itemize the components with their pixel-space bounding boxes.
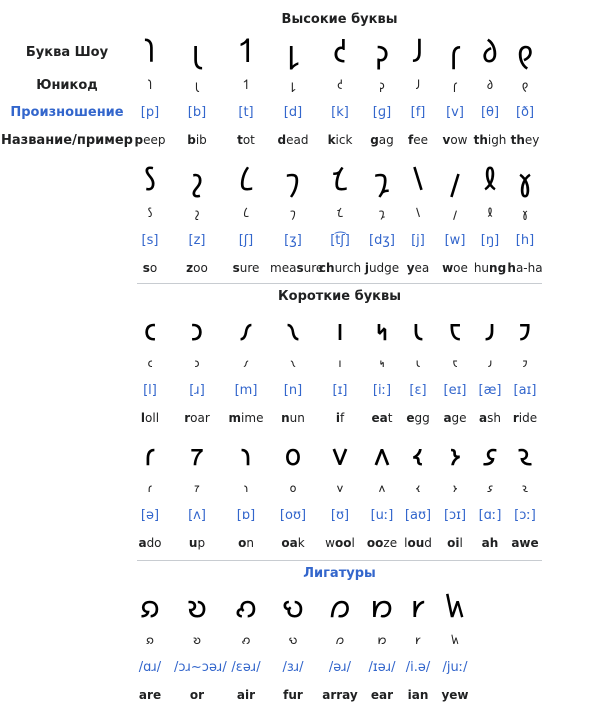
example-prefix: l	[404, 536, 408, 550]
example-highlight: air	[236, 688, 256, 702]
ipa-transcription: [w]	[444, 233, 466, 248]
example-word	[127, 688, 173, 703]
shavian-letter: 𐑪	[240, 438, 252, 473]
shavian-letter: 𐑵	[374, 438, 390, 473]
example-suffix: urch	[334, 261, 362, 275]
shavian-letter: 𐑘	[412, 163, 424, 198]
ipa-transcription: [ɛ]	[409, 383, 427, 398]
shavian-letter: 𐑺	[235, 590, 257, 625]
shavian-letter: 𐑓	[412, 35, 424, 70]
example-prefix: w	[325, 536, 335, 550]
unicode-char: 𐑯	[290, 356, 296, 370]
example-highlight: oi	[447, 536, 460, 550]
example-suffix: ey	[524, 133, 540, 147]
ipa-transcription: [l]	[143, 383, 157, 398]
shavian-letter: 𐑿	[446, 590, 464, 625]
unicode-char: 𐑣	[522, 206, 528, 220]
example-suffix: ea	[414, 261, 430, 275]
shavian-letter: 𐑱	[448, 313, 462, 348]
example-highlight: v	[442, 133, 451, 147]
ipa-transcription: [oʊ]	[279, 508, 307, 523]
shavian-letter: 𐑕	[144, 163, 156, 198]
unicode-char: 𐑶	[452, 481, 458, 495]
ipa-transcription: [b]	[187, 105, 207, 120]
example-highlight: ian	[407, 688, 429, 702]
ipa-transcription: [h]	[515, 233, 535, 248]
shavian-letter: 𐑑	[240, 35, 252, 70]
example-suffix: p	[197, 536, 206, 550]
example-highlight: n	[281, 411, 290, 425]
example-suffix: d	[424, 536, 432, 550]
unicode-char: 𐑹	[192, 633, 202, 647]
section-heading-ligatures[interactable]: Лигатуры	[303, 566, 376, 581]
ipa-transcription: [ɒ]	[236, 508, 256, 523]
example-highlight: d	[277, 133, 287, 147]
unicode-char: 𐑠	[290, 206, 296, 220]
example-highlight: ch	[318, 261, 335, 275]
shavian-letter: 𐑗	[332, 163, 348, 198]
shavian-letter: 𐑖	[239, 163, 253, 198]
example-suffix: t	[387, 411, 393, 425]
example-suffix: ib	[195, 133, 207, 147]
shavian-letter: 𐑧	[412, 313, 424, 348]
example-word	[317, 411, 363, 426]
unicode-char: 𐑵	[378, 481, 386, 495]
example-highlight: ou	[407, 536, 425, 550]
ipa-transcription: [ɑː]	[478, 508, 502, 523]
example-suffix: l	[351, 536, 355, 550]
ipa-transcription: /juː/	[442, 660, 468, 675]
ipa-transcription: [z]	[188, 233, 206, 248]
ipa-transcription: /ɛəɹ/	[231, 660, 261, 675]
shavian-letter: 𐑰	[375, 313, 389, 348]
ipa-transcription: [ð]	[515, 105, 535, 120]
example-word	[432, 688, 478, 703]
example-highlight: or	[189, 688, 205, 702]
example-suffix: ow	[450, 133, 468, 147]
unicode-char: 𐑛	[290, 78, 296, 92]
ipa-transcription: [ʃ]	[238, 233, 254, 248]
ipa-transcription: [j]	[411, 233, 425, 248]
example-word	[174, 688, 220, 703]
unicode-char: 𐑭	[486, 481, 494, 495]
unicode-char: 𐑴	[289, 481, 297, 495]
example-suffix: ide	[518, 411, 538, 425]
example-highlight: fur	[283, 688, 303, 702]
row-label-unicode: Юникод	[36, 78, 98, 93]
shavian-letter: 𐑷	[517, 438, 533, 473]
example-word	[317, 133, 363, 148]
example-word	[502, 536, 548, 551]
unicode-char: 𐑖	[243, 206, 249, 220]
example-highlight: a	[443, 411, 452, 425]
shavian-letter: 𐑨	[484, 313, 496, 348]
unicode-char: 𐑤	[147, 356, 153, 370]
ipa-transcription: [ʒ]	[284, 233, 302, 248]
shavian-letter: 𐑹	[186, 590, 208, 625]
example-word	[270, 688, 316, 703]
ipa-transcription: [iː]	[372, 383, 392, 398]
example-suffix: oll	[145, 411, 160, 425]
ipa-transcription: /ɔɹ~ɔəɹ/	[174, 660, 227, 675]
example-suffix: eep	[143, 133, 166, 147]
shavian-letter: 𐑾	[411, 590, 425, 625]
ipa-transcription: [uː]	[370, 508, 394, 523]
example-suffix: gg	[414, 411, 430, 425]
ipa-transcription: [æ]	[478, 383, 502, 398]
example-highlight: u	[188, 536, 198, 550]
shavian-letter: 𐑯	[286, 313, 300, 348]
example-highlight: t	[237, 133, 243, 147]
unicode-char: 𐑪	[243, 481, 249, 495]
example-word	[317, 536, 363, 551]
unicode-char: 𐑑	[243, 78, 249, 92]
unicode-char: 𐑽	[377, 633, 387, 647]
example-highlight: m	[228, 411, 242, 425]
example-suffix: n	[246, 536, 254, 550]
example-highlight: oo	[366, 536, 384, 550]
ipa-transcription: [t]	[238, 105, 254, 120]
unicode-char: 𐑚	[194, 78, 200, 92]
example-word	[174, 536, 220, 551]
shavian-letter: 𐑦	[336, 313, 344, 348]
ipa-transcription: [n]	[283, 383, 303, 398]
unicode-char: 𐑗	[337, 206, 343, 220]
example-word	[270, 536, 316, 551]
example-word	[502, 261, 548, 276]
example-highlight: ea	[371, 411, 388, 425]
example-highlight: w	[442, 261, 454, 275]
example-highlight: j	[364, 261, 369, 275]
example-suffix: k	[297, 536, 305, 550]
row-label-letter: Буква Шоу	[25, 45, 109, 60]
shavian-letter: 𐑔	[481, 35, 499, 70]
example-highlight: r	[184, 411, 191, 425]
unicode-char: 𐑔	[486, 78, 494, 92]
ipa-transcription: [f]	[410, 105, 426, 120]
shavian-letter: 𐑥	[239, 313, 253, 348]
unicode-char: 𐑞	[521, 78, 529, 92]
row-label-name-example: Название/пример	[0, 133, 133, 148]
example-word	[223, 133, 269, 148]
shavian-letter: 𐑞	[516, 35, 534, 70]
unicode-char: 𐑱	[452, 356, 458, 370]
ipa-transcription: /ɪəɹ/	[368, 660, 396, 675]
example-highlight: th	[510, 133, 525, 147]
row-label-pronunciation[interactable]: Произношение	[10, 105, 124, 120]
ipa-transcription: [aɪ]	[513, 383, 537, 398]
example-word	[127, 536, 173, 551]
example-highlight: e	[406, 411, 415, 425]
example-word	[174, 261, 220, 276]
shavian-letter: 𐑴	[284, 438, 302, 473]
example-highlight: l	[140, 411, 146, 425]
example-word	[317, 688, 363, 703]
unicode-char: 𐑨	[487, 356, 493, 370]
ipa-transcription: [t͡ʃ]	[330, 233, 350, 248]
example-word	[270, 133, 316, 148]
section-divider	[137, 560, 542, 561]
example-highlight: f	[408, 133, 414, 147]
unicode-char: 𐑺	[241, 633, 251, 647]
unicode-char: 𐑕	[147, 206, 153, 220]
unicode-char: 𐑝	[452, 78, 458, 92]
unicode-char: 𐑥	[243, 356, 249, 370]
example-word	[223, 411, 269, 426]
example-suffix: ot	[242, 133, 255, 147]
ipa-transcription: /əɹ/	[328, 660, 352, 675]
unicode-char: 𐑓	[415, 78, 421, 92]
example-word	[502, 411, 548, 426]
example-word	[317, 261, 363, 276]
ipa-transcription: [d]	[283, 105, 303, 120]
example-highlight: oo	[334, 536, 352, 550]
example-word	[174, 133, 220, 148]
example-highlight: g	[370, 133, 379, 147]
section-divider	[137, 283, 542, 284]
shavian-letter: 𐑠	[286, 163, 300, 198]
ipa-transcription: [ɔɪ]	[443, 508, 467, 523]
example-highlight: b	[187, 133, 196, 147]
example-suffix: o	[149, 261, 158, 275]
shavian-letter: 𐑮	[190, 313, 204, 348]
example-highlight: ng	[489, 261, 507, 275]
example-word	[127, 133, 173, 148]
example-suffix: a-ha	[515, 261, 543, 275]
example-highlight: s	[142, 261, 150, 275]
unicode-char: 𐑫	[336, 481, 344, 495]
unicode-char: 𐑸	[146, 633, 154, 647]
ipa-transcription: [ɔː]	[514, 508, 536, 523]
unicode-char: 𐑷	[521, 481, 529, 495]
ipa-transcription: [ɡ]	[372, 105, 392, 120]
ipa-transcription: /ɑɹ/	[138, 660, 162, 675]
ipa-transcription: [ɪ]	[332, 383, 348, 398]
unicode-char: 𐑧	[415, 356, 421, 370]
shavian-letter: 𐑐	[144, 35, 156, 70]
example-highlight: y	[406, 261, 415, 275]
unicode-char: 𐑮	[194, 356, 200, 370]
ipa-transcription: [ə]	[140, 508, 160, 523]
example-highlight: yew	[441, 688, 469, 702]
unicode-char: 𐑲	[522, 356, 528, 370]
shavian-letter: 𐑻	[282, 590, 304, 625]
example-word	[174, 411, 220, 426]
example-suffix: ag	[378, 133, 394, 147]
ipa-transcription: [ɹ]	[189, 383, 205, 398]
ipa-transcription: [ʌ]	[188, 508, 206, 523]
ipa-transcription: [p]	[140, 105, 160, 120]
shavian-letter: 𐑳	[190, 438, 204, 473]
example-word	[270, 261, 324, 276]
example-suffix: un	[289, 411, 305, 425]
shavian-letter: 𐑸	[140, 590, 160, 625]
example-highlight: z	[186, 261, 194, 275]
ipa-transcription: [dʒ]	[369, 233, 395, 248]
example-highlight: a	[479, 411, 488, 425]
unicode-char: 𐑦	[338, 356, 342, 370]
example-suffix: oe	[453, 261, 468, 275]
shavian-letter: 𐑚	[191, 35, 203, 70]
example-suffix: l	[459, 536, 463, 550]
example-word	[270, 411, 316, 426]
example-suffix: sh	[487, 411, 501, 425]
shavian-letter: 𐑛	[287, 35, 299, 70]
example-highlight: a	[138, 536, 147, 550]
example-suffix: ge	[451, 411, 467, 425]
shavian-letter: 𐑢	[449, 163, 461, 198]
example-highlight: are	[138, 688, 162, 702]
unicode-char: 𐑒	[337, 78, 343, 92]
example-highlight: r	[512, 411, 519, 425]
example-word	[127, 411, 173, 426]
shavian-letter: 𐑟	[191, 163, 203, 198]
example-suffix: ick	[335, 133, 353, 147]
unicode-char: 𐑼	[335, 633, 345, 647]
unicode-char: 𐑰	[379, 356, 385, 370]
example-prefix: mea	[270, 261, 297, 275]
unicode-char: 𐑐	[147, 78, 153, 92]
ipa-transcription: [s]	[141, 233, 159, 248]
unicode-char: 𐑬	[415, 481, 421, 495]
shavian-letter: 𐑲	[518, 313, 532, 348]
shavian-letter: 𐑣	[518, 163, 532, 198]
shavian-letter: 𐑜	[374, 35, 390, 70]
section-heading-short: Короткие буквы	[278, 289, 401, 304]
ipa-transcription: [aʊ]	[404, 508, 432, 523]
example-highlight: h	[507, 261, 516, 275]
shavian-letter: 𐑬	[412, 438, 424, 473]
unicode-char: 𐑩	[147, 481, 153, 495]
example-highlight: s	[296, 261, 304, 275]
example-highlight: th	[473, 133, 488, 147]
example-suffix: oo	[193, 261, 208, 275]
example-word	[502, 133, 548, 148]
example-highlight: oa	[281, 536, 298, 550]
example-suffix: ure	[239, 261, 260, 275]
example-word	[223, 261, 269, 276]
example-highlight: array	[322, 688, 358, 702]
example-suffix: ure	[303, 261, 324, 275]
example-suffix: udge	[368, 261, 400, 275]
example-highlight: p	[134, 133, 144, 147]
section-heading-tall: Высокие буквы	[281, 12, 398, 27]
example-suffix: oar	[190, 411, 210, 425]
example-highlight: i	[335, 411, 340, 425]
unicode-char: 𐑻	[288, 633, 298, 647]
example-highlight: k	[327, 133, 336, 147]
example-word	[127, 261, 173, 276]
ipa-transcription: /ɜɹ/	[282, 660, 304, 675]
unicode-char: 𐑳	[194, 481, 200, 495]
unicode-char: 𐑿	[451, 633, 459, 647]
example-highlight: ah	[481, 536, 499, 550]
unicode-char: 𐑾	[415, 633, 421, 647]
ipa-transcription: [ŋ]	[480, 233, 500, 248]
example-word	[223, 688, 269, 703]
unicode-char: 𐑡	[379, 206, 385, 220]
ipa-transcription: [θ]	[480, 105, 500, 120]
shavian-letter: 𐑡	[374, 163, 390, 198]
example-highlight: awe	[511, 536, 539, 550]
unicode-char: 𐑙	[487, 206, 493, 220]
shavian-letter: 𐑭	[482, 438, 498, 473]
shavian-letter: 𐑫	[332, 438, 348, 473]
shavian-letter: 𐑩	[144, 438, 156, 473]
unicode-char: 𐑟	[194, 206, 200, 220]
example-suffix: do	[146, 536, 162, 550]
example-highlight: ear	[370, 688, 394, 702]
ipa-transcription: [v]	[446, 105, 464, 120]
ipa-transcription: [k]	[331, 105, 349, 120]
shavian-letter: 𐑤	[143, 313, 157, 348]
ipa-transcription: [ʊ]	[330, 508, 350, 523]
example-suffix: ze	[383, 536, 398, 550]
example-suffix: ead	[286, 133, 309, 147]
shavian-letter: 𐑼	[329, 590, 351, 625]
shavian-letter: 𐑝	[449, 35, 461, 70]
shavian-letter: 𐑙	[483, 163, 497, 198]
example-highlight: o	[238, 536, 247, 550]
example-suffix: ime	[241, 411, 264, 425]
example-highlight: s	[232, 261, 240, 275]
ipa-transcription: [eɪ]	[443, 383, 467, 398]
ipa-transcription: /i.ə/	[405, 660, 431, 675]
shavian-letter: 𐑽	[370, 590, 394, 625]
example-prefix: hu	[473, 261, 490, 275]
unicode-char: 𐑘	[415, 206, 421, 220]
shavian-letter: 𐑒	[332, 35, 348, 70]
unicode-char: 𐑢	[452, 206, 458, 220]
example-suffix: ee	[413, 133, 428, 147]
unicode-char: 𐑜	[379, 78, 385, 92]
example-suffix: f	[339, 411, 345, 425]
example-suffix: igh	[487, 133, 507, 147]
ipa-transcription: [m]	[234, 383, 258, 398]
example-word	[223, 536, 269, 551]
shavian-letter: 𐑶	[449, 438, 461, 473]
